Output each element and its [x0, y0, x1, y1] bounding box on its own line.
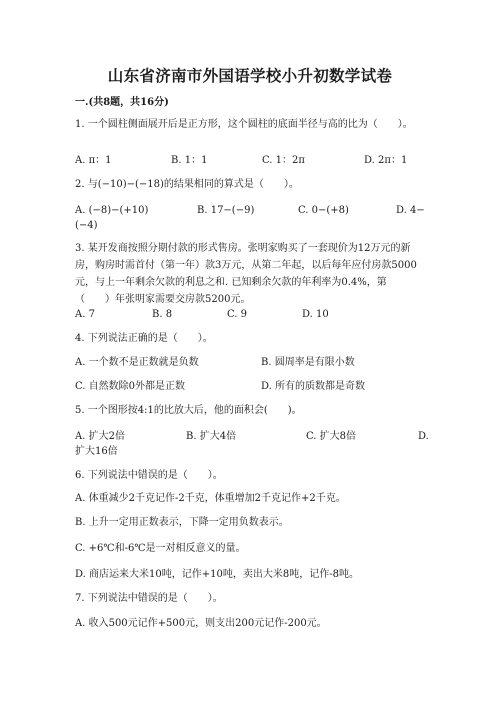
question-4-option-c: C. 自然数除0外都是正数 — [75, 381, 186, 392]
question-1-option-d: D. 2π：1 — [364, 155, 408, 166]
question-7-stem: 7. 下列说法中错误的是（ ）。 — [75, 593, 223, 604]
section-header: 一.(共8题，共16分) — [75, 97, 169, 108]
question-1-option-c: C. 1：2π — [262, 155, 305, 166]
question-2-stem: 2. 与(−10)−(−18)的结果相同的算式是（ ）。 — [75, 179, 299, 190]
question-3-line-3: 元，与上一年剩余欠款的利息之和. 已知剩余欠款的年利率为0.4%，第 — [75, 277, 387, 288]
question-3-option-b: B. 8 — [152, 309, 173, 320]
question-6-option-a: A. 体重减少2千克记作-2千克，体重增加2千克记作+2千克。 — [75, 493, 346, 504]
question-4-option-a: A. 一个数不是正数就是负数 — [75, 357, 199, 368]
question-2-option-d: D. 4− — [396, 205, 425, 216]
question-1-option-b: B. 1：1 — [171, 155, 208, 166]
question-2-option-d-continued: (−4) — [75, 220, 98, 231]
question-5-option-b: B. 扩大4倍 — [186, 431, 237, 442]
question-5-option-a: A. 扩大2倍 — [75, 431, 125, 442]
page-title: 山东省济南市外国语学校小升初数学试卷 — [107, 66, 393, 85]
question-6-option-d: D. 商店运来大米10吨，记作+10吨，卖出大米8吨，记作-8吨。 — [75, 569, 359, 580]
question-3-line-2: 房，购房时需首付（第一年）款3万元，从第二年起，以后每年应付房款5000 — [75, 260, 417, 271]
question-3-option-a: A. 7 — [75, 309, 95, 320]
question-7-option-a: A. 收入500元记作+500元，则支出200元记作-200元。 — [75, 618, 327, 629]
question-6-option-c: C. +6℃和-6℃是一对相反意义的量。 — [75, 543, 246, 554]
question-3-option-c: C. 9 — [227, 309, 248, 320]
question-5-option-c: C. 扩大8倍 — [306, 431, 357, 442]
question-6-option-b: B. 上升一定用正数表示，下降一定用负数表示。 — [75, 517, 289, 528]
question-4-stem: 4. 下列说法正确的是（ ）。 — [75, 333, 213, 344]
question-4-option-d: D. 所有的质数都是奇数 — [261, 381, 366, 392]
question-2-option-a: A. (−8)−(+10) — [75, 205, 149, 216]
question-3-option-d: D. 10 — [302, 309, 329, 320]
question-5-option-d: D. — [418, 431, 429, 442]
question-1-stem: 1. 一个圆柱侧面展开后是正方形，这个圆柱的底面半径与高的比为（ ）。 — [75, 119, 413, 130]
question-5-stem: 5. 一个图形按4:1的比放大后，他的面积会( )。 — [75, 405, 302, 416]
question-1-option-a: A. π：1 — [75, 155, 112, 166]
question-2-option-b: B. 17−(−9) — [197, 205, 255, 216]
question-2-option-c: C. 0−(+8) — [298, 205, 349, 216]
question-3-line-4: （ ）年张明家需要交房款5200元。 — [75, 294, 251, 305]
question-5-option-d-continued: 扩大16倍 — [75, 446, 118, 457]
question-3-line-1: 3. 某开发商按照分期付款的形式售房。张明家购买了一套现价为12万元的新 — [75, 243, 411, 254]
question-6-stem: 6. 下列说法中错误的是（ ）。 — [75, 470, 223, 481]
question-4-option-b: B. 圆周率是有限小数 — [261, 357, 355, 368]
